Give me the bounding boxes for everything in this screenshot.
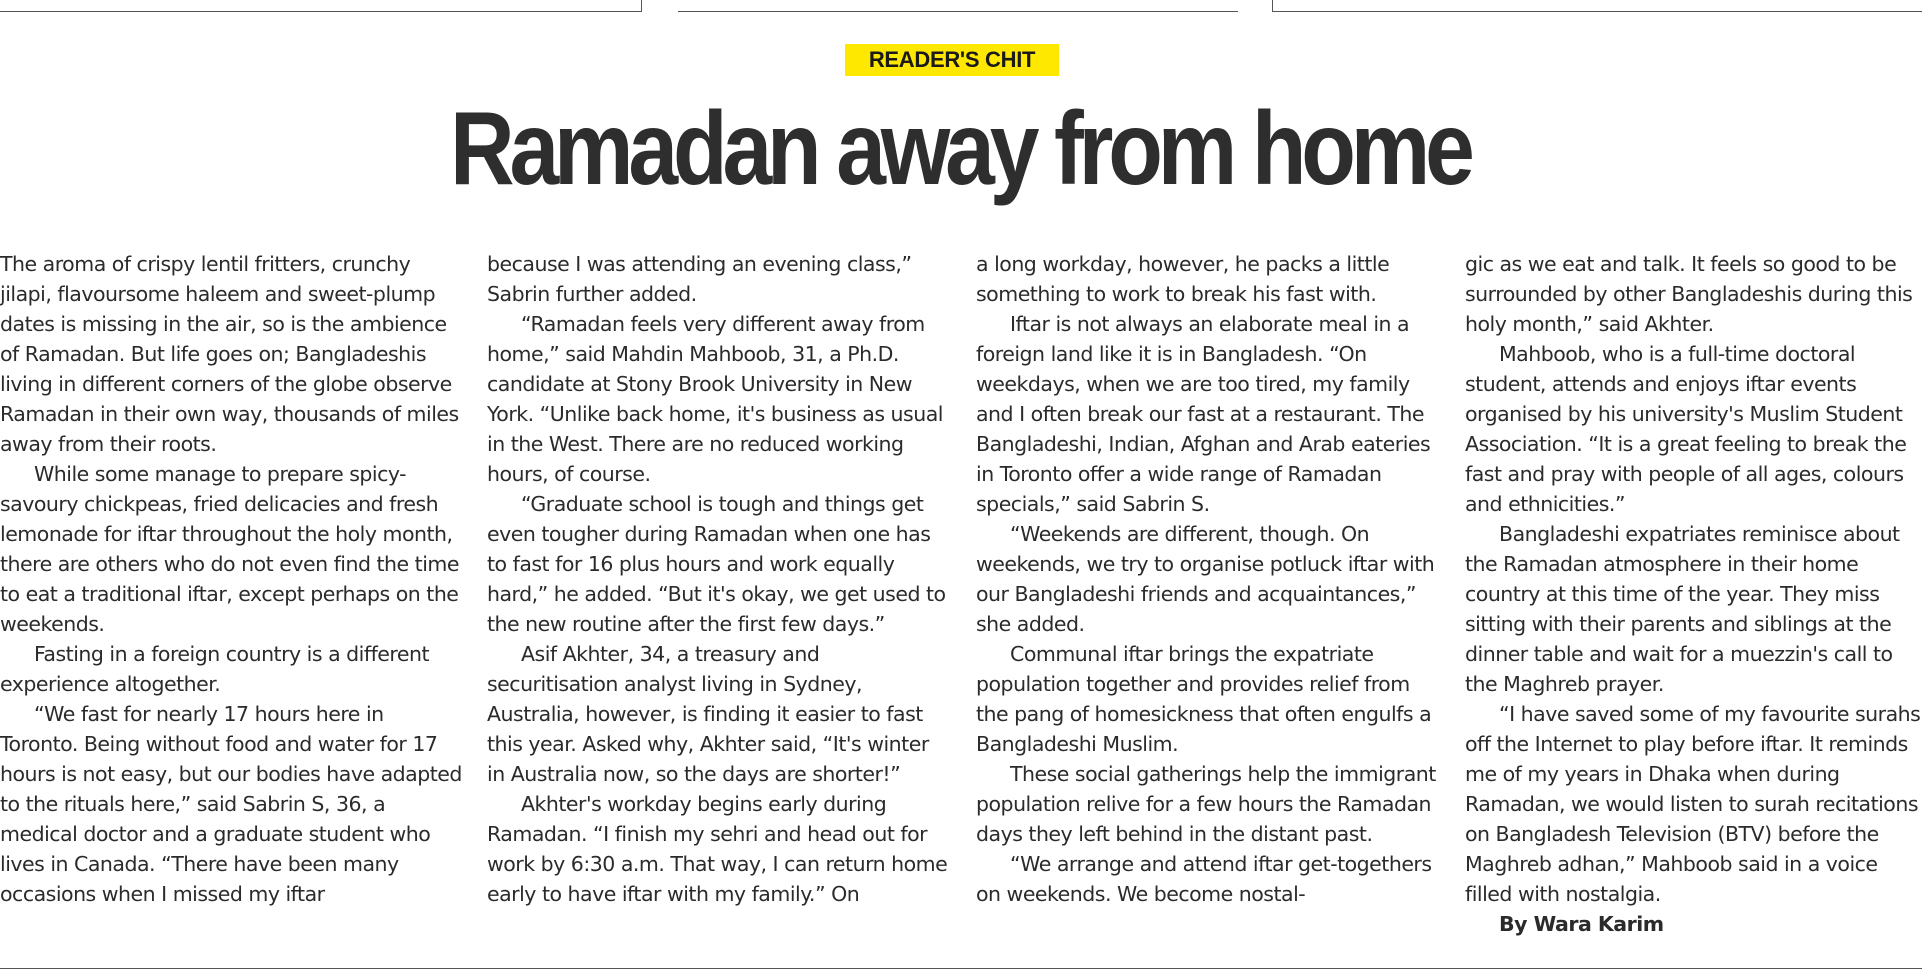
article-body [0,249,1922,949]
paragraph: “I have saved some of my favourite surahs off the Internet to play before iftar. It reminds me of my years in Dhaka when during Ramadan, we would listen to surah recitations on Bangladesh Television (BTV) before the Maghreb adhan,” Mahboob said in a voice filled with nostalgia. [1465,702,1921,906]
paragraph: Asif Akhter, 34, a treasury and securitisation analyst living in Sydney, Australia, however, is finding it easier to fast this year. Asked why, Akhter said, “It's winter in Australia now, so the days are shorter!” [487,642,929,786]
column-1 [0,249,462,909]
paragraph: a long workday, however, he packs a little something to work to break his fast with. [976,252,1390,306]
paragraph: Akhter's workday begins early during Ramadan. “I finish my sehri and head out for work by 6:30 a.m. That way, I can return home early to have iftar with my family.” On [487,792,948,906]
paragraph: Mahboob, who is a full-time doctoral student, attends and enjoys iftar events organised by his university's Muslim Student Association. “It is a great feeling to break the fast and pray with people of all ages, colours and ethnicities.” [1465,342,1907,516]
paragraph: because I was attending an evening class,” Sabrin further added. [487,252,912,306]
paragraph: “Weekends are different, though. On weekends, we try to organise potluck iftar with our Bangladeshi friends and acquaintances,” she added. [976,522,1435,636]
column-4 [1465,249,1922,939]
paragraph: Bangladeshi expatriates reminisce about the Ramadan atmosphere in their home country at this time of the year. They miss sitting with their parents and siblings at the dinner table and wait for a muezzin's call to the Maghreb prayer. [1465,522,1900,696]
column-2 [487,249,949,909]
author-byline: By Wara Karim [1499,912,1664,936]
paragraph: “We arrange and attend iftar get-togethers on weekends. We become nostal- [976,852,1432,906]
paragraph: While some manage to prepare spicy-savoury chickpeas, fried delicacies and fresh lemonade for iftar throughout the holy month, there are others who do not even find the time to eat a traditional iftar, except perhaps on the weekends. [0,462,459,636]
top-rule-middle [678,0,1238,12]
paragraph: “We fast for nearly 17 hours here in Toronto. Being without food and water for 17 hours is not easy, but our bodies have adapted to the rituals here,” said Sabrin S, 36, a medical doctor and a graduate student who lives in Canada. “There have been many occasions when I missed my iftar [0,702,462,906]
bottom-rule [0,968,1922,969]
paragraph: The aroma of crispy lentil fritters, crunchy jilapi, flavoursome haleem and sweet-plump dates is missing in the air, so is the ambience of Ramadan. But life goes on; Bangladeshis living in different corners of the globe observe Ramadan in their own way, thousands of miles away from their roots. [0,252,459,456]
paragraph: Iftar is not always an elaborate meal in a foreign land like it is in Bangladesh. “On weekdays, when we are too tired, my family and I often break our fast at a restaurant. The Bangladeshi, Indian, Afghan and Arab eateries in Toronto offer a wide range of Ramadan specials,” said Sabrin S. [976,312,1431,516]
top-rule-right [1272,0,1922,12]
paragraph: “Ramadan feels very different away from home,” said Mahdin Mahboob, 31, a Ph.D. candidate at Stony Brook University in New York. “Unlike back home, it's business as usual in the West. There are no reduced working hours, of course. [487,312,943,486]
paragraph: These social gatherings help the immigrant population relive for a few hours the Ramadan days they left behind in the distant past. [976,762,1436,846]
section-kicker: READER'S CHIT [845,44,1059,76]
paragraph: Communal iftar brings the expatriate population together and provides relief from the pang of homesickness that often engulfs a Bangladeshi Muslim. [976,642,1432,756]
top-rule-left [0,0,642,12]
column-3 [976,249,1438,909]
paragraph: Fasting in a foreign country is a different experience altogether. [0,642,430,696]
article-headline: Ramadan away from home [450,91,1470,207]
paragraph: “Graduate school is tough and things get even tougher during Ramadan when one has to fast for 16 plus hours and work equally hard,” he added. “But it's okay, we get used to the new routine after the first few days.” [487,492,946,636]
paragraph: gic as we eat and talk. It feels so good to be surrounded by other Bangladeshis during this holy month,” said Akhter. [1465,252,1913,336]
